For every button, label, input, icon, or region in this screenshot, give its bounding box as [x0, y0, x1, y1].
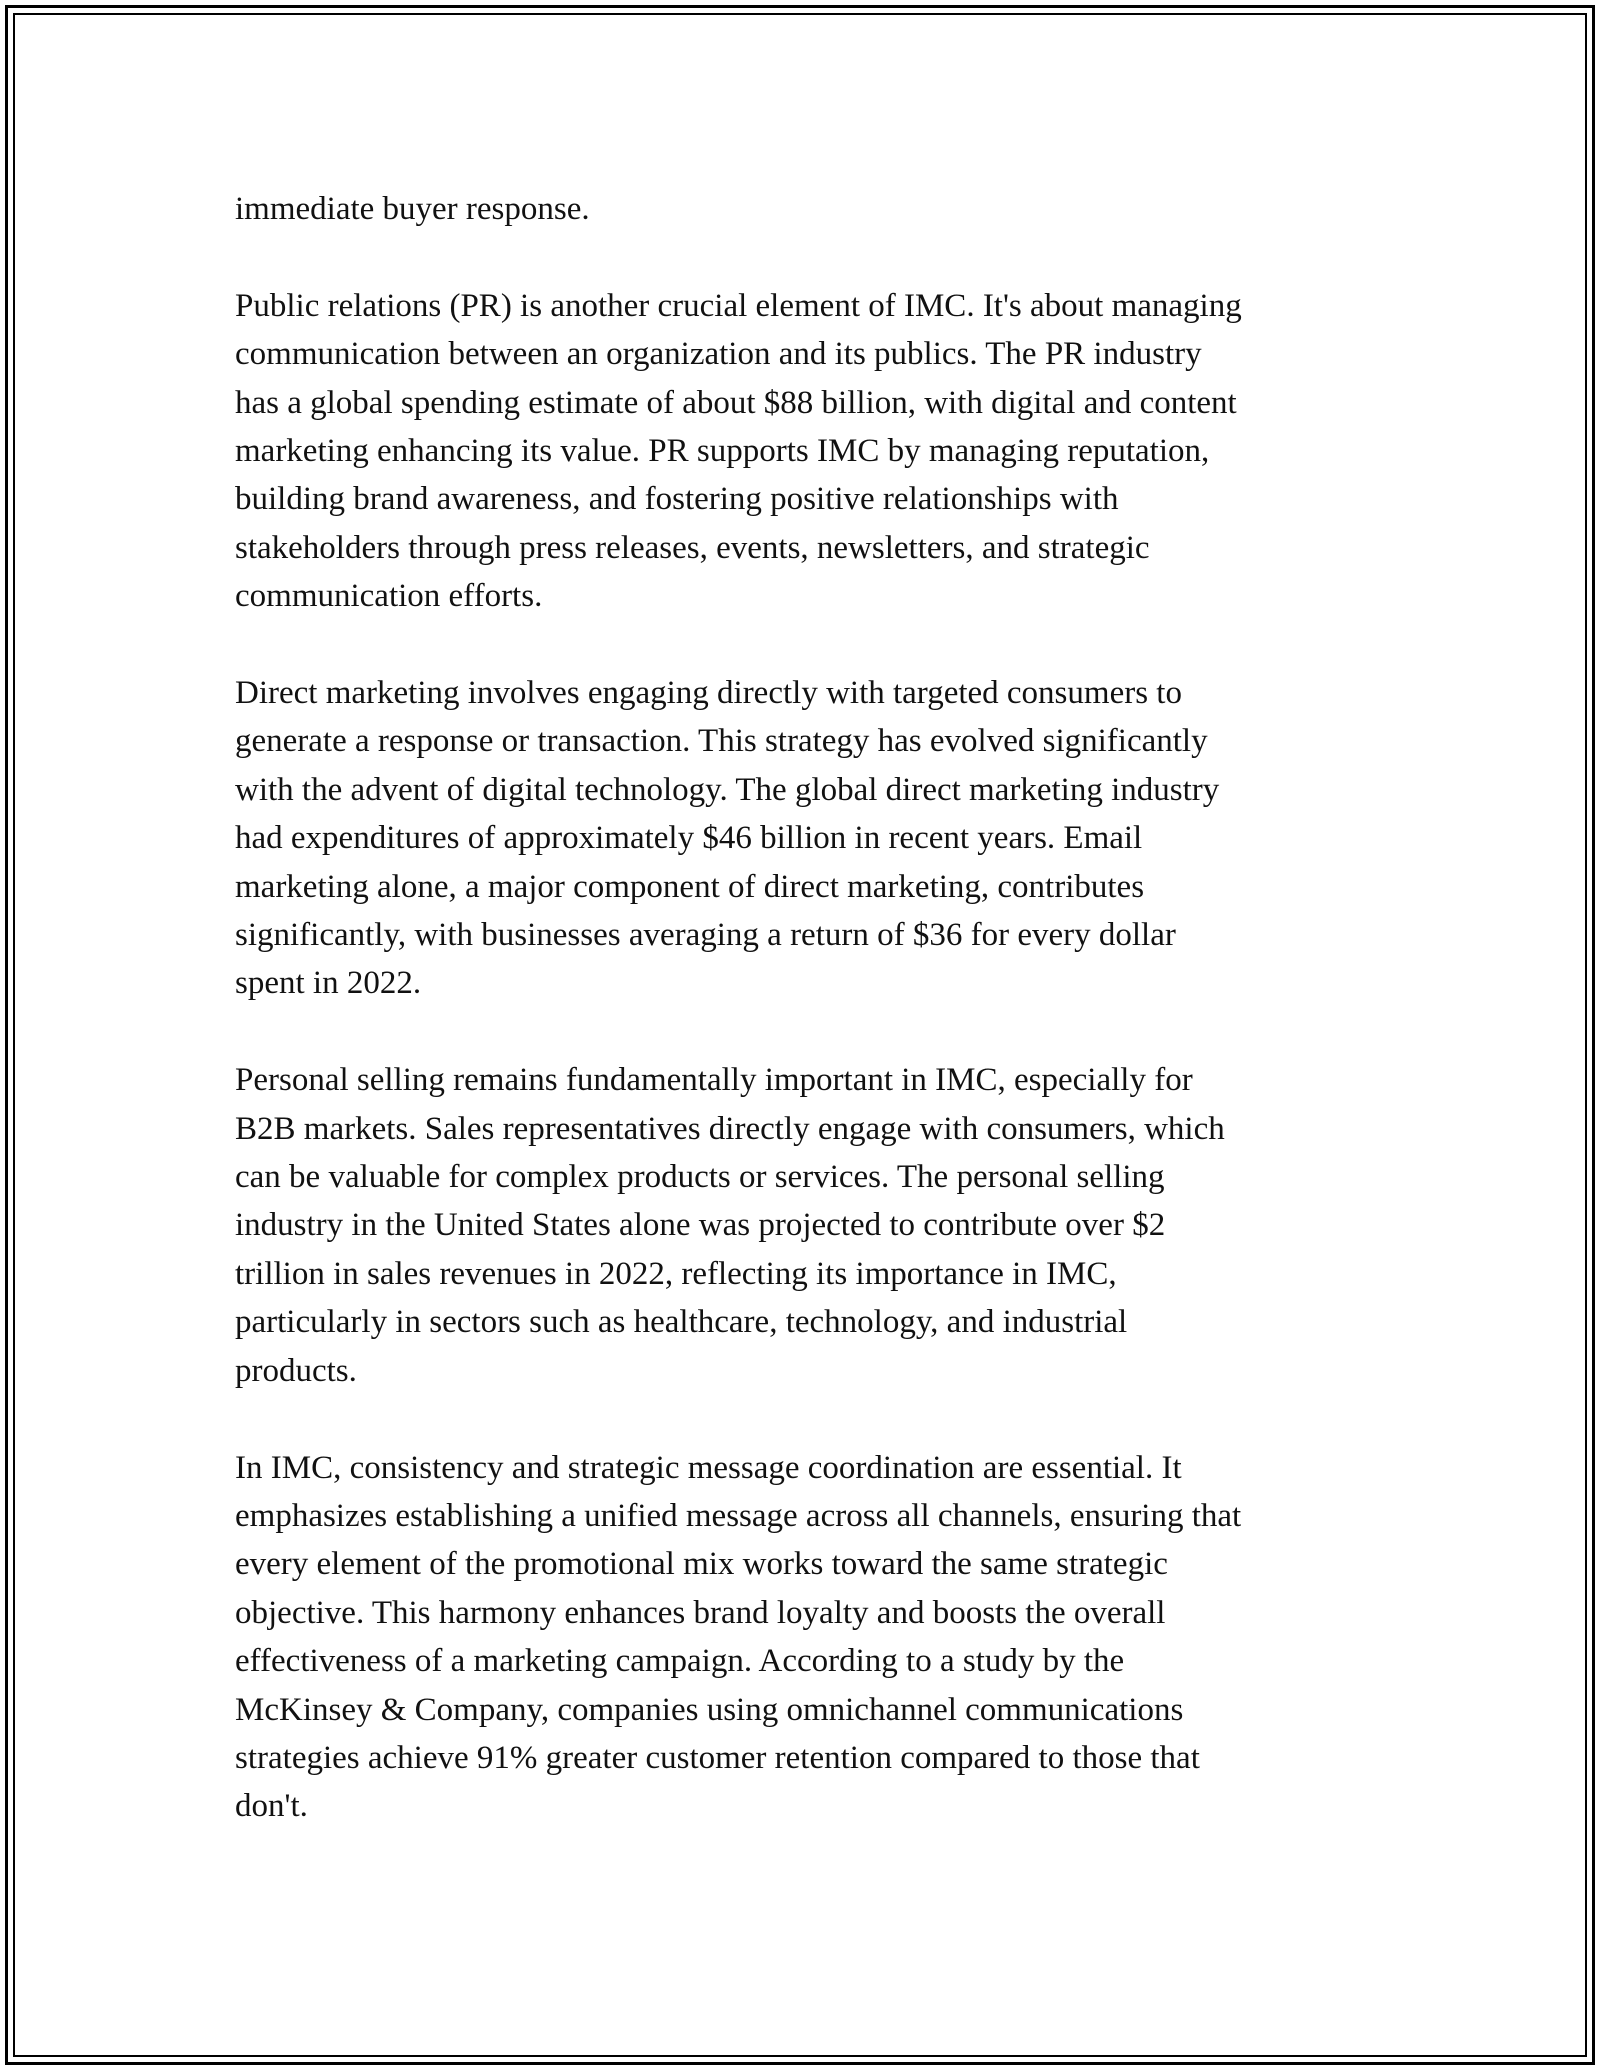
paragraph-public-relations: Public relations (PR) is another crucial element of IMC. It's about managing communication between an organization and its publics. The PR industry has a global spending estimate of about $88 billion, with digital and content marketing enhancing its value. PR supports IMC by managing reputation, building brand awareness, and fostering positive relationships with stakeholders through press releases, events, newsletters, and strategic communication efforts.: [235, 287, 1242, 615]
paragraph-consistency: In IMC, consistency and strategic message coordination are essential. It emphasizes establishing a unified message across all channels, ensuring that every element of the promotional mix works toward the same strategic objective. This harmony enhances brand loyalty and boosts the overall effectiveness of a marketing campaign. According to a study by the McKinsey & Company, companies using omnichannel communications strategies achieve 91% greater customer retention compared to those that don't.: [235, 1449, 1242, 1825]
paragraph-continuation: immediate buyer response.: [235, 191, 590, 227]
paragraph-direct-marketing: Direct marketing involves engaging directly with targeted consumers to generate a response or transaction. This strategy has evolved significantly with the advent of digital technology. The global direct marketing industry had expenditures of approximately $46 billion in recent years. Email marketing alone, a major component of direct marketing, contributes significantly, with businesses averaging a return of $36 for every dollar spent in 2022.: [235, 675, 1220, 1002]
document-body: [235, 185, 1365, 1879]
paragraph-personal-selling: Personal selling remains fundamentally important in IMC, especially for B2B markets. Sales representatives directly engage with consumers, which can be valuable for complex products or services. The personal selling industry in the United States alone was projected to contribute over $2 trillion in sales revenues in 2022, reflecting its importance in IMC, particularly in sectors such as healthcare, technology, and industrial products.: [235, 1062, 1225, 1389]
